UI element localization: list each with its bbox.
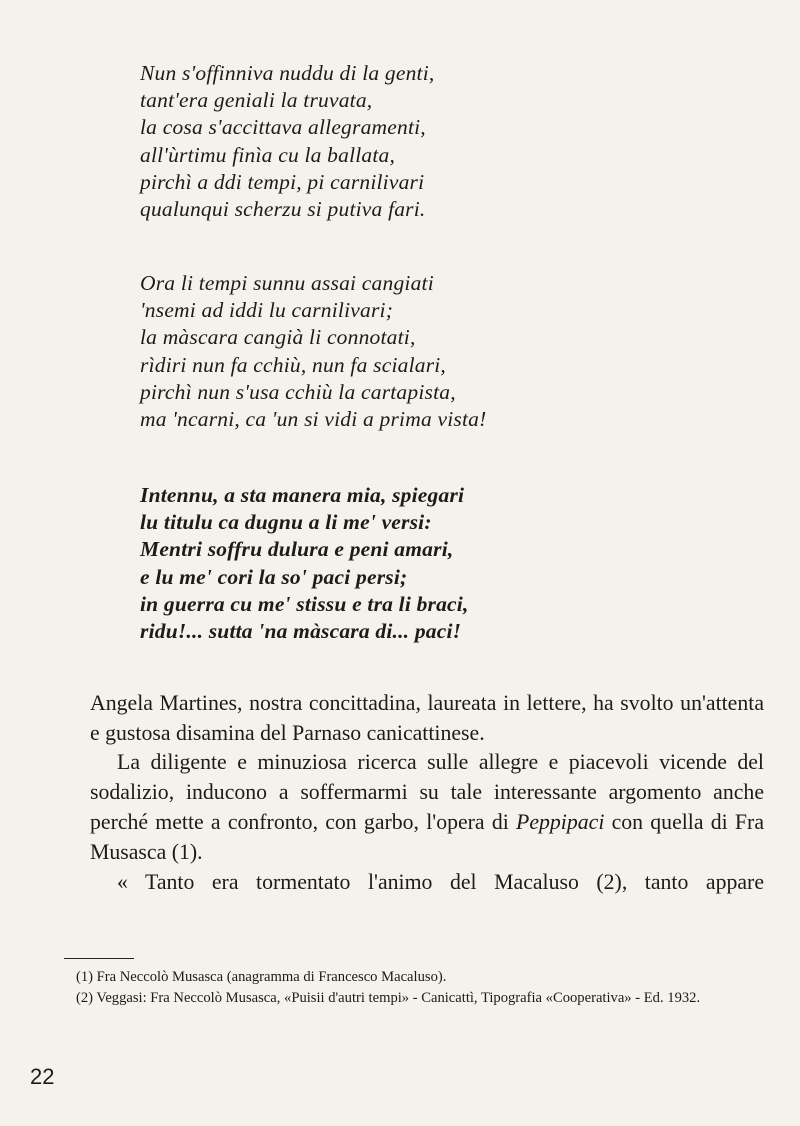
poem-stanza-2: [140, 270, 570, 433]
page-number: 22: [30, 1064, 55, 1089]
poem-line: e lu me' cori la so' paci persi;: [140, 564, 408, 589]
paragraph-text-part: con quella di Fra Musasca (1).: [90, 810, 764, 864]
poem-line: 'nsemi ad iddi lu carnilivari;: [140, 298, 394, 323]
prose-paragraph-3: [90, 867, 764, 897]
paragraph-text: « Tanto era tormentato l'animo del Macaluso (2), tanto appare: [117, 870, 764, 894]
poem-line: la cosa s'accittava allegramenti,: [140, 115, 426, 140]
poem-line: tant'era geniali la truvata,: [140, 88, 373, 113]
footnote-1: (1) Fra Neccolò Musasca (anagramma di Francesco Macaluso).: [76, 969, 447, 985]
poem-line: pirchì a ddi tempi, pi carnilivari: [140, 169, 425, 194]
poem-line: in guerra cu me' stissu e tra li braci,: [140, 591, 469, 616]
poem-line: Ora li tempi sunnu assai cangiati: [140, 271, 434, 295]
poem-line: Mentri soffru dulura e peni amari,: [140, 537, 454, 562]
poem-line: pirchì nun s'usa cchiù la cartapista,: [140, 379, 456, 404]
poem-line: lu titulu ca dugnu a li me' versi:: [140, 510, 432, 535]
footnote-separator: [64, 958, 134, 959]
poem-line: qualunqui scherzu si putiva fari.: [140, 197, 426, 222]
poem-line: rìdiri nun fa cchiù, nun fa scialari,: [140, 352, 447, 377]
paragraph-text: Angela Martines, nostra concittadina, laureata in lettere, ha svolto un'attenta e gustosa disamina del Parnaso canicattinese.: [90, 691, 764, 745]
poem-stanza-1: [140, 60, 570, 223]
footnote-2: (2) Veggasi: Fra Neccolò Musasca, «Puisii d'autri tempi» - Canicattì, Tipografia «Cooperativa» - Ed. 1932.: [76, 990, 701, 1006]
prose-paragraph-1: [90, 688, 764, 748]
footnotes: [64, 967, 764, 1009]
emphasized-work-title: Peppipaci: [516, 810, 605, 834]
poem-stanza-3: [140, 482, 570, 645]
poem-line: ridu!... sutta 'na màscara di... paci!: [140, 619, 462, 644]
prose-paragraph-2: [90, 747, 764, 867]
paragraph-text-part: La diligente e minuziosa ricerca sulle allegre e piacevoli vicende del sodalizio, inducono a soffermarmi su tale interessante argomento anche perché mette a confronto, con garbo, l'opera di: [90, 750, 764, 834]
poem-line: all'ùrtimu finìa cu la ballata,: [140, 142, 396, 167]
poem-line: Nun s'offinniva nuddu di la genti,: [140, 61, 435, 85]
paragraph-text: [90, 747, 764, 867]
poem-line: Intennu, a sta manera mia, spiegari: [140, 483, 465, 507]
poem-line: la màscara cangià li connotati,: [140, 325, 416, 350]
poem-line: ma 'ncarni, ca 'un si vidi a prima vista!: [140, 407, 487, 432]
